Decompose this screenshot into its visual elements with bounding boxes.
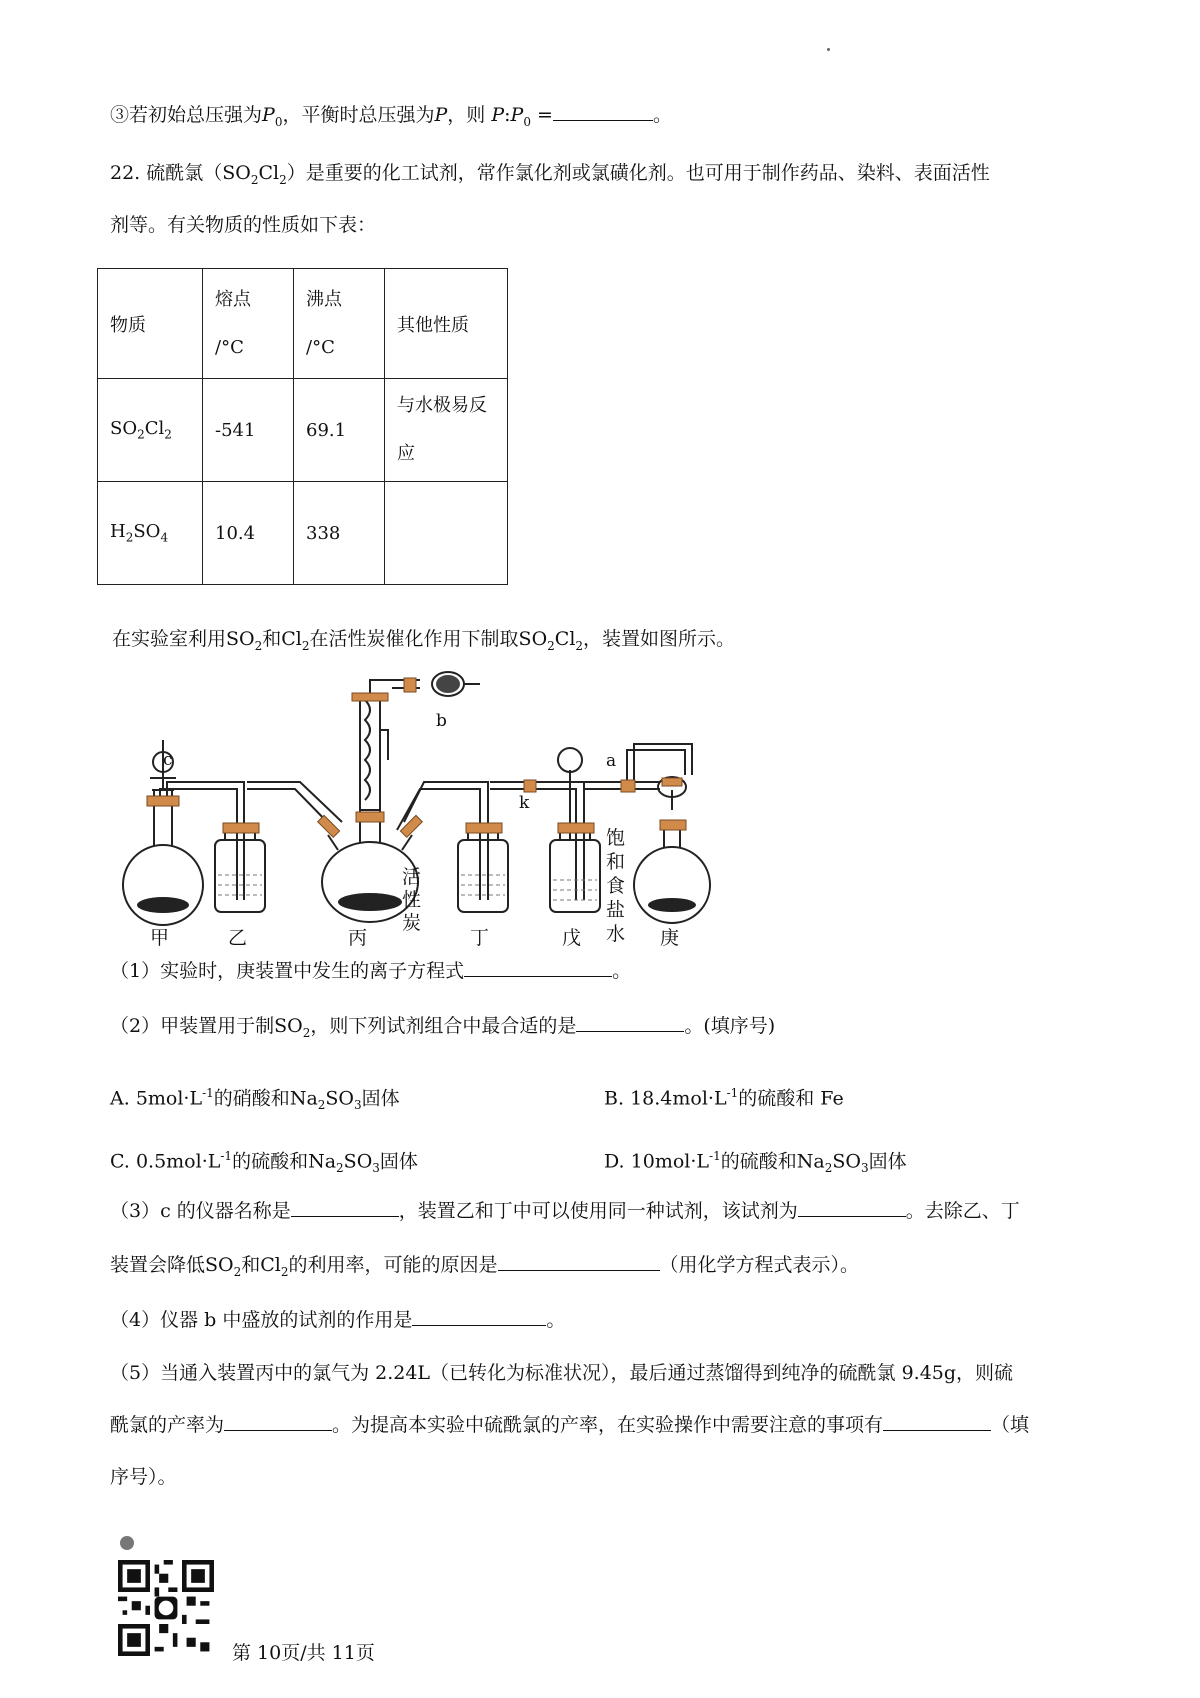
avatar bbox=[120, 1536, 134, 1550]
header-melting-point: 熔点 /°C bbox=[203, 269, 294, 379]
label-ding: 丁 bbox=[470, 927, 490, 949]
answer-blank[interactable] bbox=[224, 1412, 332, 1431]
answer-blank[interactable] bbox=[576, 1013, 684, 1032]
label-b: b bbox=[436, 711, 447, 731]
option-a[interactable]: A. $5mol\cdot L^{-1}$的硝酸和$Na_2SO_3$固体 bbox=[110, 1086, 400, 1113]
cell-boiling-point: 338 bbox=[294, 482, 385, 585]
answer-blank[interactable] bbox=[883, 1412, 991, 1431]
q22-intro-line1: 22. 硫酰氯$(SO_2Cl_2)$是重要的化工试剂，常作氯化剂或氯磺化剂。也可用于制作药品、染料、表面活性 bbox=[110, 162, 990, 187]
option-c[interactable]: C. $0.5mol\cdot L^{-1}$的硫酸和$Na_2SO_3$固体 bbox=[110, 1149, 418, 1176]
option-d[interactable]: D. $10mol\cdot L^{-1}$的硫酸和$Na_2SO_3$固体 bbox=[604, 1149, 907, 1176]
q22-intro-line2: 剂等。有关物质的性质如下表： bbox=[110, 214, 377, 236]
answer-blank[interactable] bbox=[464, 958, 612, 977]
label-activated-carbon: 活 性 炭 bbox=[402, 866, 422, 934]
sub5-line1: （5）当通入装置丙中的氯气为 2.24L（已转化为标准状况），最后通过蒸馏得到纯净的硫酰氯 9.45g，则硫 bbox=[110, 1362, 1014, 1384]
qr-code-icon bbox=[118, 1560, 214, 1656]
option-b[interactable]: B. $18.4mol\cdot L^{-1}$的硫酸和 Fe bbox=[604, 1086, 844, 1110]
answer-blank[interactable] bbox=[412, 1307, 546, 1326]
sub4-line: （4）仪器 b 中盛放的试剂的作用是 。 bbox=[110, 1309, 566, 1331]
label-saturated-brine: 饱 和 食 盐 水 bbox=[606, 827, 626, 945]
cell-melting-point: -541 bbox=[203, 379, 294, 482]
label-bing: 丙 bbox=[348, 927, 368, 949]
label-wu: 戊 bbox=[562, 927, 582, 949]
sub1-line: （1）实验时，庚装置中发生的离子方程式 。 bbox=[110, 960, 632, 982]
lab-setup-line: 在实验室利用$SO_2$和$Cl_2$在活性炭催化作用下制取$SO_2Cl_2$，装置如图所示。 bbox=[112, 628, 736, 653]
answer-blank[interactable] bbox=[798, 1198, 906, 1217]
page-footer: 第 10页/共 11页 bbox=[232, 1642, 375, 1664]
answer-blank[interactable] bbox=[498, 1252, 660, 1271]
cell-melting-point: 10.4 bbox=[203, 482, 294, 585]
cell-formula: $H_2SO_4$ bbox=[98, 482, 203, 585]
header-other: 其他性质 bbox=[385, 269, 508, 379]
label-yi: 乙 bbox=[228, 927, 248, 949]
label-c: c bbox=[163, 750, 173, 770]
sub3-line1: （3）c 的仪器名称是 ，装置乙和丁中可以使用同一种试剂，该试剂为 。去除乙、丁 bbox=[110, 1200, 1020, 1222]
label-k: k bbox=[519, 793, 530, 813]
label-geng: 庚 bbox=[660, 927, 680, 949]
sub3-line2: 装置会降低$SO_2$和$Cl_2$的利用率，可能的原因是 （用化学方程式表示）。 bbox=[110, 1254, 860, 1279]
label-a: a bbox=[606, 751, 617, 771]
cell-other: 与水极易反 应 bbox=[385, 379, 508, 482]
sub5-line3: 序号）。 bbox=[110, 1466, 177, 1488]
header-boiling-point: 沸点 /°C bbox=[294, 269, 385, 379]
sub5-line2: 酰氯的产率为 。为提高本实验中硫酰氯的产率，在实验操作中需要注意的事项有 （填 bbox=[110, 1414, 1030, 1436]
sub2-line: （2）甲装置用于制$SO_2$，则下列试剂组合中最合适的是 。(填序号) bbox=[110, 1015, 776, 1040]
cell-formula: $SO_2Cl_2$ bbox=[98, 379, 203, 482]
header-substance: 物质 bbox=[98, 269, 203, 379]
cell-boiling-point: 69.1 bbox=[294, 379, 385, 482]
answer-blank[interactable] bbox=[291, 1198, 399, 1217]
label-jia: 甲 bbox=[150, 927, 170, 949]
q3-part3-line: ③若初始总压强为$P_0$，平衡时总压强为P，则 $P:P_0$ = 。 bbox=[110, 104, 672, 129]
